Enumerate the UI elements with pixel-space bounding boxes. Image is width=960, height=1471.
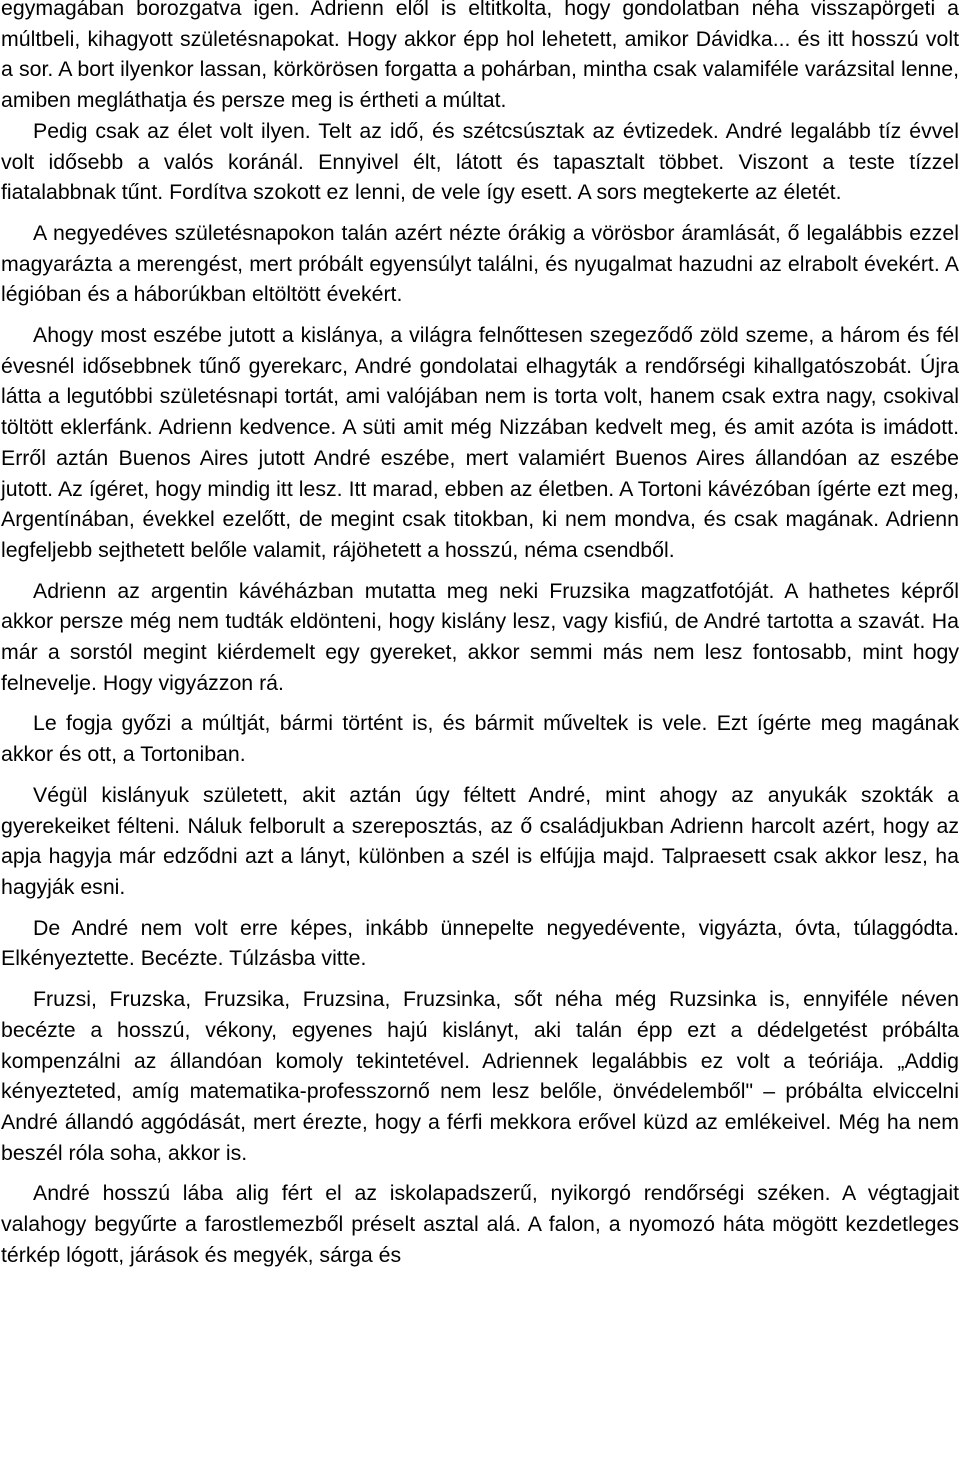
paragraph-7: Végül kislányuk született, akit aztán úgy féltett André, mint ahogy az anyukák szokták a gyerekeiket félteni. Náluk felborult a szereposztás, az ő családjukban Adrienn harcolt azért, hogy az apja hagyja már edződni azt a lányt, különben a szél is elfújja majd. Talpraesett csak akkor lesz, ha hagyják esni. <box>1 782 959 899</box>
paragraph-6: Le fogja győzi a múltját, bármi történt is, és bármit műveltek is vele. Ezt ígérte meg magának akkor és ott, a Tortoniban. <box>1 711 959 767</box>
paragraph-4: Ahogy most eszébe jutott a kislánya, a világra felnőttesen szegeződő zöld szeme, a három és fél évesnél idősebbnek tűnő gyerekarc, André gondolatai elhagyták a rendőrségi kihallgatószobát. Újra látta a legutóbbi születésnapi tortát, ami valójában nem is torta volt, hanem csak extra nagy, csokival töltött eklerfánk. Adrienn kedvence. A süti amit még Nizzában kedvelt meg, és amit azóta is imádott. Erről aztán Buenos Aires jutott André eszébe, mert valamiért Buenos Aires állandóan az eszébe jutott. Az ígéret, hogy mindig itt lesz. Itt marad, ebben az életben. A Tortoni kávézóban ígérte ezt meg, Argentínában, évekkel ezelőtt, de megint csak titokban, ki nem mondva, és csak magának. Adrienn legfeljebb sejthetett belőle valamit, rájöhetett a hosszú, néma csendből. <box>1 323 959 562</box>
paragraph-10: André hosszú lába alig fért el az iskolapadszerű, nyikorgó rendőrségi széken. A végtagjait valahogy begyűrte a farostlemezből préselt asztal alá. A falon, a nyomozó háta mögött kezdetleges térkép lógott, járások és megyék, sárga és <box>1 1181 959 1267</box>
paragraph-2: Pedig csak az élet volt ilyen. Telt az idő, és szétcsúsztak az évtizedek. André legalább tíz évvel volt idősebb a valós koránál. Ennyivel élt, látott és tapasztalt többet. Viszont a teste tízzel fiatalabbnak tűnt. Fordítva szokott ez lenni, de vele így esett. A sors megtekerte az életét. <box>1 118 959 205</box>
paragraph-3: A negyedéves születésnapokon talán azért nézte órákig a vörösbor áramlását, ő legalábbis ezzel magyarázta a merengést, mert próbált egyensúlyt találni, és nyugalmat hazudni az elrabolt évekért. A légióban és a háborúkban eltöltött évekért. <box>1 220 959 307</box>
paragraph-1: egymagában borozgatva igen. Adrienn elől is eltitkolta, hogy gondolatban néha visszapörgeti a múltbeli, kihagyott születésnapokat. Hogy akkor épp hol lehetett, amikor Dávidka... és itt hosszú volt a sor. A bort ilyenkor lassan, körkörösen forgatta a pohárban, mintha csak valamiféle varázsital lenne, amiben megláthatja és persze meg is értheti a múltat. <box>1 0 959 113</box>
body-text <box>1 0 959 1270</box>
paragraph-8: De André nem volt erre képes, inkább ünnepelte negyedévente, vigyázta, óvta, túlaggódta. Elkényeztette. Becézte. Túlzásba vitte. <box>1 915 959 971</box>
paragraph-5: Adrienn az argentin kávéházban mutatta meg neki Fruzsika magzatfotóját. A hathetes képről akkor persze még nem tudták eldönteni, hogy kislány lesz, vagy kisfiú, de André tartotta a szavát. Ha már a sorstól megint kiérdemelt egy gyereket, akkor semmi más nem lesz fontosabb, mint hogy felnevelje. Hogy vigyázzon rá. <box>1 578 959 695</box>
paragraph-9: Fruzsi, Fruzska, Fruzsika, Fruzsina, Fruzsinka, sőt néha még Ruzsinka is, ennyiféle néven becézte a hosszú, vékony, egyenes hajú kislányt, aki talán épp ezt a dédelgetést próbálta kompenzálni az állandóan komoly tekintetével. Adriennek legalábbis ez volt a teóriája. „Addig kényezteted, amíg matematika-professzornő nem lesz belőle, önvédelemből" – próbálta elviccelni André állandó aggódását, mert érezte, hogy a férfi mekkora erővel küzd az emlékeivel. Még ha nem beszél róla soha, akkor is. <box>1 987 959 1165</box>
